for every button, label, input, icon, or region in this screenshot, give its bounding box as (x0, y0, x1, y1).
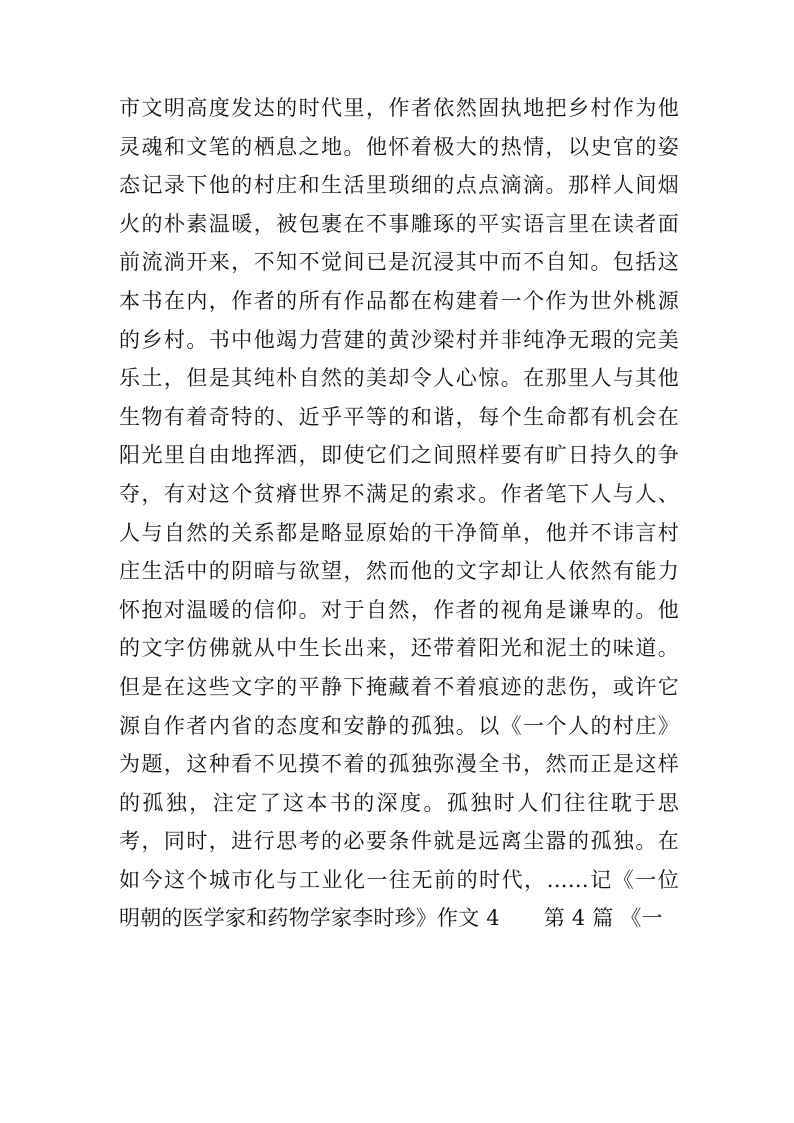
essay-title-fragment: 明朝的医学家和药物学家李时珍》作文 4 (119, 906, 500, 931)
text-line-6: 本书在内，作者的所有作品都在构建着一个作为世外桃源 (119, 288, 679, 313)
text-line-19: 的孤独，注定了这本书的深度。孤独时人们往往耽于思 (119, 790, 679, 815)
text-line-10: 阳光里自由地挥洒，即使它们之间照样要有旷日持久的争 (119, 443, 679, 468)
text-line-13: 庄生活中的阴暗与欲望，然而他的文字却让人依然有能力 (119, 559, 679, 584)
text-line-20: 考，同时，进行思考的必要条件就是远离尘嚣的孤独。在 (119, 829, 679, 854)
text-line-14: 怀抱对温暖的信仰。对于自然，作者的视角是谦卑的。他 (119, 597, 679, 622)
text-line-7: 的乡村。书中他竭力营建的黄沙梁村并非纯净无瑕的完美 (119, 327, 679, 352)
text-line-16: 但是在这些文字的平静下掩藏着不着痕迹的悲伤，或许它 (119, 674, 679, 699)
text-line-2: 灵魂和文笔的栖息之地。他怀着极大的热情，以史官的姿 (119, 134, 679, 159)
text-line-11: 夺，有对这个贫瘠世界不满足的索求。作者笔下人与人、 (119, 481, 679, 506)
text-line-22 (119, 899, 679, 938)
text-line-4: 火的朴素温暖，被包裹在不事雕琢的平实语言里在读者面 (119, 211, 679, 236)
text-line-21: 如今这个城市化与工业化一往无前的时代，……记《一位 (119, 867, 679, 892)
text-line-3: 态记录下他的村庄和生活里琐细的点点滴滴。那样人间烟 (119, 173, 679, 198)
text-line-1: 市文明高度发达的时代里，作者依然固执地把乡村作为他 (119, 96, 679, 120)
text-line-5: 前流淌开来，不知不觉间已是沉浸其中而不自知。包括这 (119, 250, 679, 275)
body-text (119, 89, 679, 938)
text-line-18: 为题，这种看不见摸不着的孤独弥漫全书，然而正是这样 (119, 752, 679, 777)
text-line-12: 人与自然的关系都是略显原始的干净简单，他并不讳言村 (119, 520, 679, 545)
text-line-9: 生物有着奇特的、近乎平等的和谐，每个生命都有机会在 (119, 404, 679, 429)
text-line-15: 的文字仿佛就从中生长出来，还带着阳光和泥土的味道。 (119, 636, 679, 661)
text-line-8: 乐土，但是其纯朴自然的美却令人心惊。在那里人与其他 (119, 366, 679, 391)
text-line-17: 源自作者内省的态度和安静的孤独。以《一个人的村庄》 (119, 713, 679, 738)
next-section-heading: 第 4 篇 《一 (543, 906, 663, 931)
